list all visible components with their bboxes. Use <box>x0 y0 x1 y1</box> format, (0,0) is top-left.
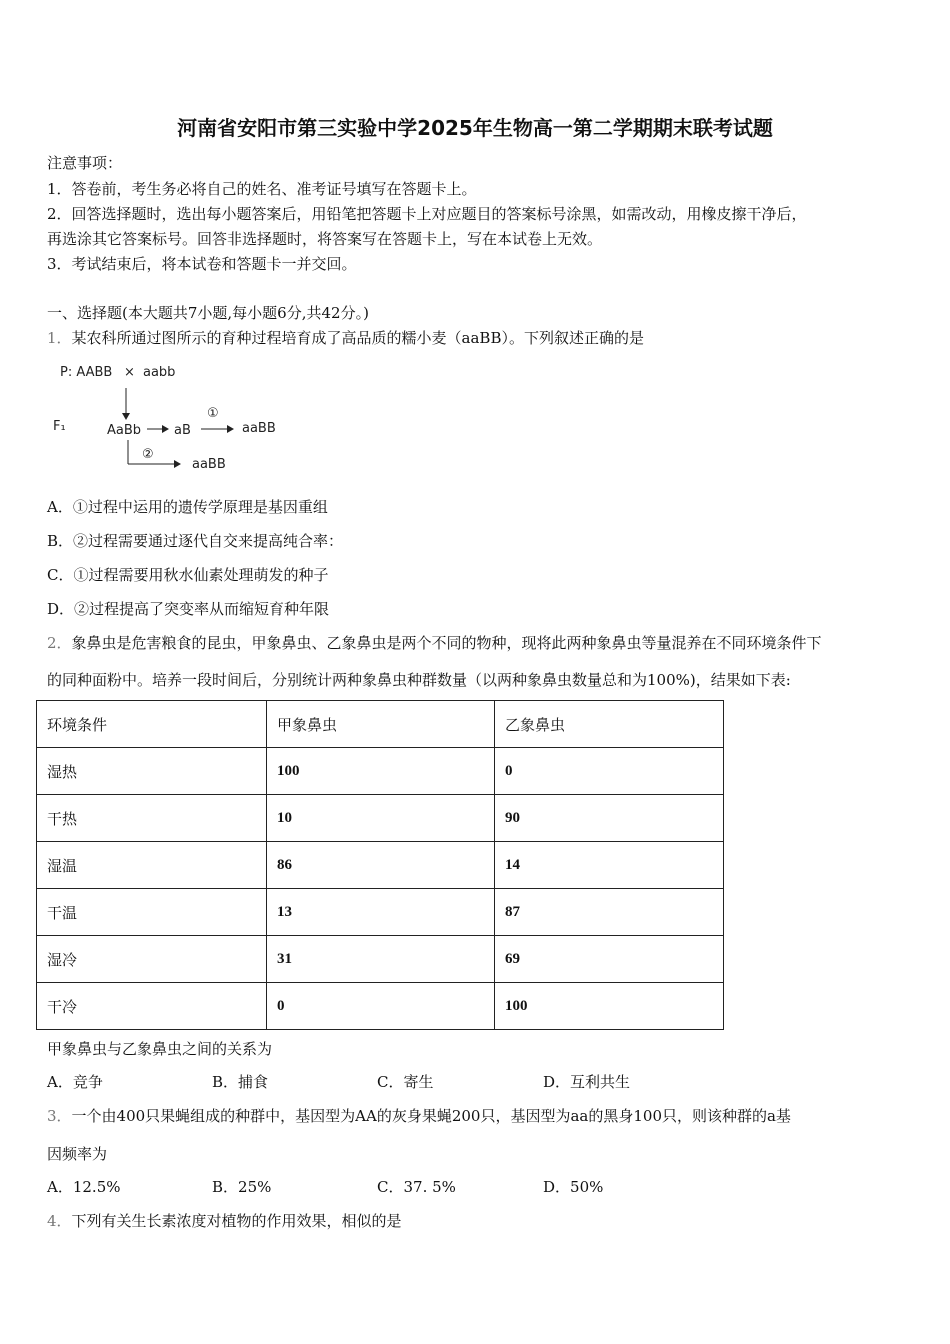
parent2: aabb <box>143 365 176 380</box>
q2-option-b[interactable]: B．捕食 <box>212 1073 269 1091</box>
q3-option-d[interactable]: D．50% <box>543 1178 604 1196</box>
table-cell: 0 <box>495 748 724 795</box>
q3-option-a[interactable]: A．12.5% <box>47 1178 121 1196</box>
q4-number: 4． <box>47 1212 72 1230</box>
p-label: P: AABB <box>60 365 113 380</box>
q3-option-b[interactable]: B．25% <box>212 1178 272 1196</box>
note-item-1: 1．答卷前，考生务必将自己的姓名、准考证号填写在答题卡上。 <box>47 180 477 198</box>
arrow-down-head <box>122 413 130 420</box>
q2-number: 2． <box>47 634 72 652</box>
q2-option-a[interactable]: A．竞争 <box>47 1073 103 1091</box>
table-cell: 湿温 <box>37 842 267 889</box>
beetle-table <box>36 700 724 1030</box>
table-cell: 干冷 <box>37 983 267 1030</box>
note-item-3: 3．考试结束后，将本试卷和答题卡一并交回。 <box>47 255 357 273</box>
note-item-2-cont: 再选涂其它答案标号。回答非选择题时，将答案写在答题卡上，写在本试卷上无效。 <box>47 230 603 248</box>
arrow-step2-head <box>174 460 181 468</box>
q2-question: 甲象鼻虫与乙象鼻虫之间的关系为 <box>47 1040 273 1058</box>
table-row <box>37 748 724 795</box>
table-cell: 86 <box>267 842 495 889</box>
result2: aaBB <box>192 457 226 472</box>
table-cell: 69 <box>495 936 724 983</box>
breeding-diagram <box>50 358 290 480</box>
q1-text: 某农科所通过图所示的育种过程培育成了高品质的糯小麦（aaBB）。下列叙述正确的是 <box>71 329 644 347</box>
f1-genotype: AaBb <box>107 423 142 438</box>
note-item-2: 2．回答选择题时，选出每小题答案后，用铅笔把答题卡上对应题目的答案标号涂黑，如需改动，用橡皮擦干净后， <box>47 205 807 223</box>
q4-stem <box>47 1210 402 1231</box>
q2-option-c[interactable]: C．寄生 <box>377 1073 434 1091</box>
q2-stem <box>47 632 822 653</box>
q2-text-1: 象鼻虫是危害粮食的昆虫，甲象鼻虫、乙象鼻虫是两个不同的物种，现将此两种象鼻虫等量混养在不同环境条件下 <box>71 634 822 652</box>
q4-text: 下列有关生长素浓度对植物的作用效果，相似的是 <box>71 1212 402 1230</box>
q1-option-c[interactable]: C．①过程需要用秋水仙素处理萌发的种子 <box>47 566 329 584</box>
table-cell: 87 <box>495 889 724 936</box>
header-cell: 环境条件 <box>37 701 267 748</box>
cross-sign: × <box>124 365 135 380</box>
table-row <box>37 795 724 842</box>
q3-number: 3． <box>47 1107 72 1125</box>
q1-stem <box>47 327 644 348</box>
mid-genotype: aB <box>174 423 191 438</box>
table-cell: 13 <box>267 889 495 936</box>
table-cell: 90 <box>495 795 724 842</box>
table-cell: 100 <box>495 983 724 1030</box>
table-row <box>37 842 724 889</box>
step1-label: ① <box>207 406 219 421</box>
q3-option-c[interactable]: C．37. 5% <box>377 1178 456 1196</box>
table-cell: 14 <box>495 842 724 889</box>
table-cell: 干热 <box>37 795 267 842</box>
q3-text-2: 因频率为 <box>47 1145 108 1163</box>
arrow-to-ab-head <box>162 425 169 433</box>
q2-text-2: 的同种面粉中。培养一段时间后，分别统计两种象鼻虫种群数量（以两种象鼻虫数量总和为100%)，结果如下表: <box>47 671 791 689</box>
step2-label: ② <box>142 447 154 462</box>
notes-heading: 注意事项： <box>47 154 123 172</box>
q1-option-d[interactable]: D．②过程提高了突变率从而缩短育种年限 <box>47 600 330 618</box>
table-cell: 31 <box>267 936 495 983</box>
result1: aaBB <box>242 421 276 436</box>
table-cell: 10 <box>267 795 495 842</box>
header-cell: 乙象鼻虫 <box>495 701 724 748</box>
table-cell: 干温 <box>37 889 267 936</box>
arrow-step1-head <box>227 425 234 433</box>
table-row <box>37 936 724 983</box>
table-row <box>37 889 724 936</box>
q1-option-b[interactable]: B．②过程需要通过逐代自交来提高纯合率： <box>47 532 344 550</box>
q2-option-d[interactable]: D．互利共生 <box>543 1073 631 1091</box>
exam-title: 河南省安阳市第三实验中学2025年生物高一第二学期期末联考试题 <box>177 116 773 140</box>
section-heading: 一、选择题(本大题共7小题,每小题6分,共42分。) <box>47 304 369 322</box>
table-cell: 0 <box>267 983 495 1030</box>
q3-text-1: 一个由400只果蝇组成的种群中，基因型为AA的灰身果蝇200只，基因型为aa的黑身100只，则该种群的a基 <box>71 1107 791 1125</box>
table-row <box>37 983 724 1030</box>
q1-number: 1． <box>47 329 72 347</box>
table-header-row <box>37 701 724 748</box>
table-cell: 湿冷 <box>37 936 267 983</box>
header-cell: 甲象鼻虫 <box>267 701 495 748</box>
f1-label: F₁ <box>53 419 66 434</box>
q1-option-a[interactable]: A．①过程中运用的遗传学原理是基因重组 <box>47 498 328 516</box>
table-cell: 湿热 <box>37 748 267 795</box>
q3-stem <box>47 1105 791 1126</box>
table-cell: 100 <box>267 748 495 795</box>
